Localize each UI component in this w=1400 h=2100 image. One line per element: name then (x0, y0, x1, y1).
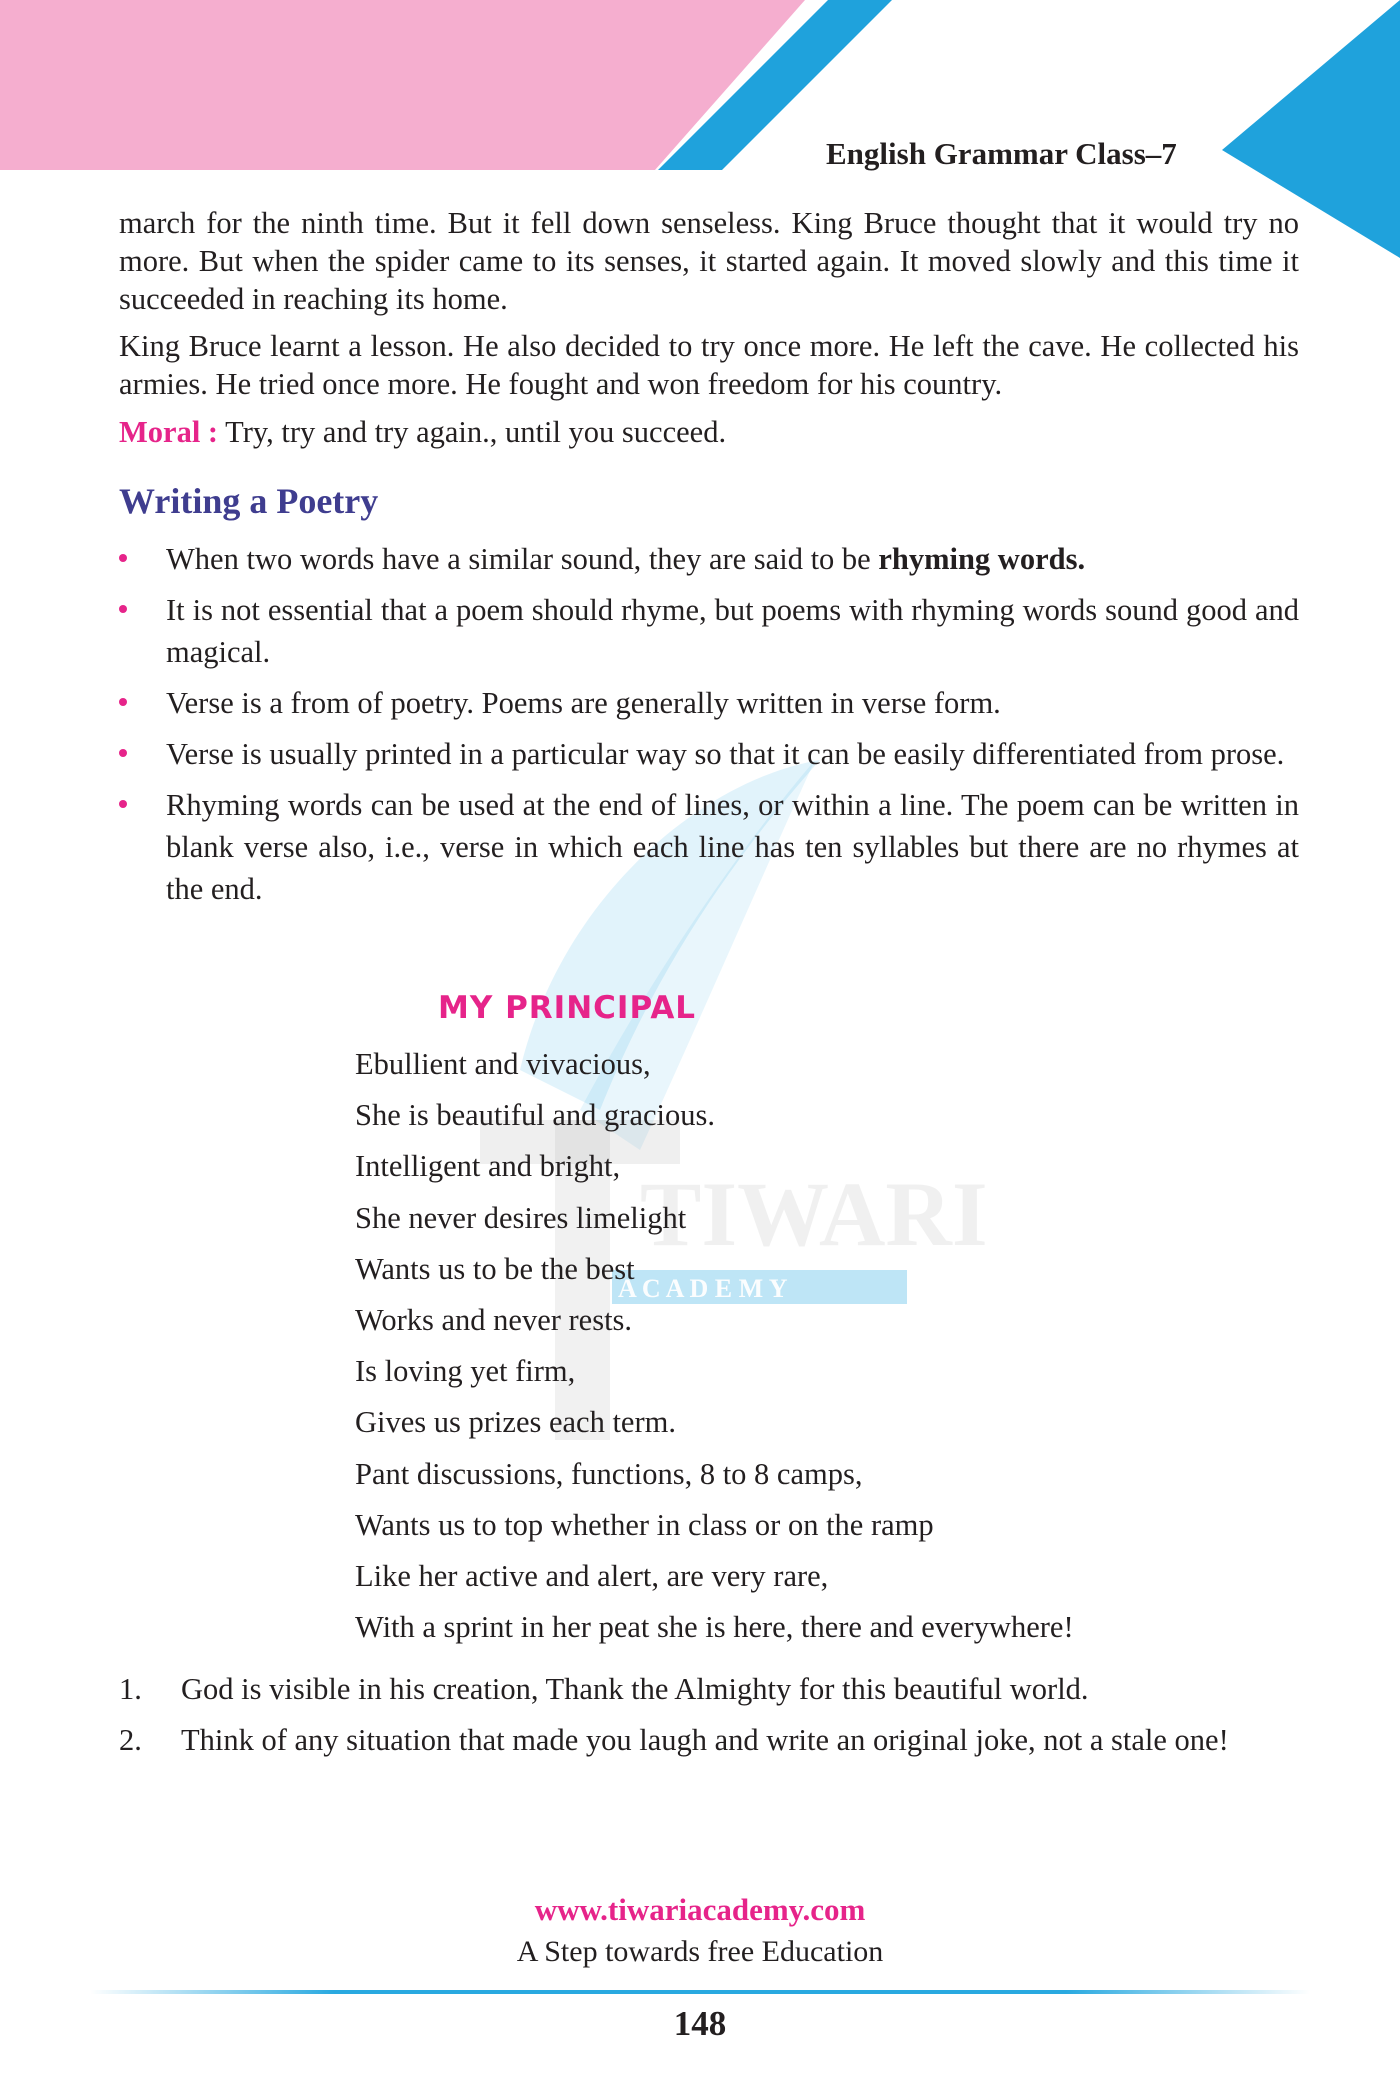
bullet-text: Verse is a from of poetry. Poems are generally written in verse form. (166, 686, 1001, 720)
poem-line: Ebullient and vivacious, (355, 1047, 651, 1081)
poem-title: MY PRINCIPAL (438, 990, 697, 1026)
bullet-item (119, 538, 1299, 580)
story-paragraph-2: King Bruce learnt a lesson. He also decided to try once more. He left the cave. He collected his armies. He tried once more. He fought and won freedom for his country. (119, 329, 1299, 401)
exercise-item (119, 1719, 1299, 1761)
poem-line: Works and never rests. (355, 1303, 633, 1338)
poem-line: Pant discussions, functions, 8 to 8 camps, (355, 1456, 863, 1491)
story-paragraph-1: march for the ninth time. But it fell down senseless. King Bruce thought that it would try no more. But when the spider came to its senses, it started again. It moved slowly and this time it succeeded in reaching its home. (119, 206, 1299, 316)
bullet-dot-icon (119, 554, 127, 562)
poem-line: Wants us to top whether in class or on the ramp (355, 1507, 934, 1542)
poem-line: Intelligent and bright, (355, 1149, 621, 1184)
poem-line: She is beautiful and gracious. (355, 1098, 715, 1133)
bullet-text: Verse is usually printed in a particular way so that it can be easily differentiated from prose. (166, 737, 1285, 771)
poetry-bullet-list (119, 538, 1299, 919)
book-title: English Grammar Class–7 (826, 136, 1177, 171)
exercise-item (119, 1668, 1299, 1710)
poem-line: She never desires limelight (355, 1200, 687, 1235)
bullet-text: When two words have a similar sound, they are said to be (166, 542, 879, 576)
watermark-sub: A C A D E M Y (618, 1274, 788, 1303)
page-number: 148 (673, 2004, 727, 2043)
bullet-dot-icon (119, 749, 127, 757)
exercise-text: Think of any situation that made you laugh and write an original joke, not a stale one! (181, 1723, 1229, 1757)
bullet-dot-icon (119, 800, 127, 808)
watermark-word: TIWARI (640, 1163, 988, 1265)
footer-tagline: A Step towards free Education (516, 1935, 884, 1968)
bullet-item (119, 682, 1299, 724)
bullet-text: Rhyming words can be used at the end of lines, or within a line. The poem can be written in blank verse also, i.e., verse in which each line has ten syllables but there are no rhymes at the end. (166, 788, 1299, 906)
bullet-item (119, 733, 1299, 775)
bullet-bold-text: rhyming words. (878, 542, 1086, 576)
bullet-dot-icon (119, 698, 127, 706)
exercise-text: God is visible in his creation, Thank the Almighty for this beautiful world. (181, 1672, 1089, 1706)
poem-line: Gives us prizes each term. (355, 1405, 676, 1440)
poem-line: Wants us to be the best (355, 1251, 635, 1286)
exercise-number: 2. (119, 1723, 142, 1757)
bullet-dot-icon (119, 605, 127, 613)
bullet-item (119, 784, 1299, 910)
poem-line: Is loving yet firm, (355, 1354, 576, 1389)
poem-line: With a sprint in her peat she is here, there and everywhere! (355, 1610, 1074, 1645)
bullet-text: It is not essential that a poem should rhyme, but poems with rhyming words sound good and magical. (166, 593, 1299, 669)
exercise-number: 1. (119, 1672, 142, 1706)
moral-label: Moral : (119, 415, 219, 449)
footer-divider (90, 1990, 1310, 1994)
section-title: Writing a Poetry (119, 481, 379, 521)
bullet-item (119, 589, 1299, 673)
moral-text: Try, try and try again., until you succeed. (218, 415, 727, 449)
moral-line (119, 413, 1299, 451)
poem-line: Like her active and alert, are very rare, (355, 1559, 829, 1594)
footer-website-link[interactable]: www.tiwariacademy.com (534, 1892, 866, 1927)
exercise-list (119, 1668, 1299, 1770)
poem-lines (355, 1039, 1074, 1653)
